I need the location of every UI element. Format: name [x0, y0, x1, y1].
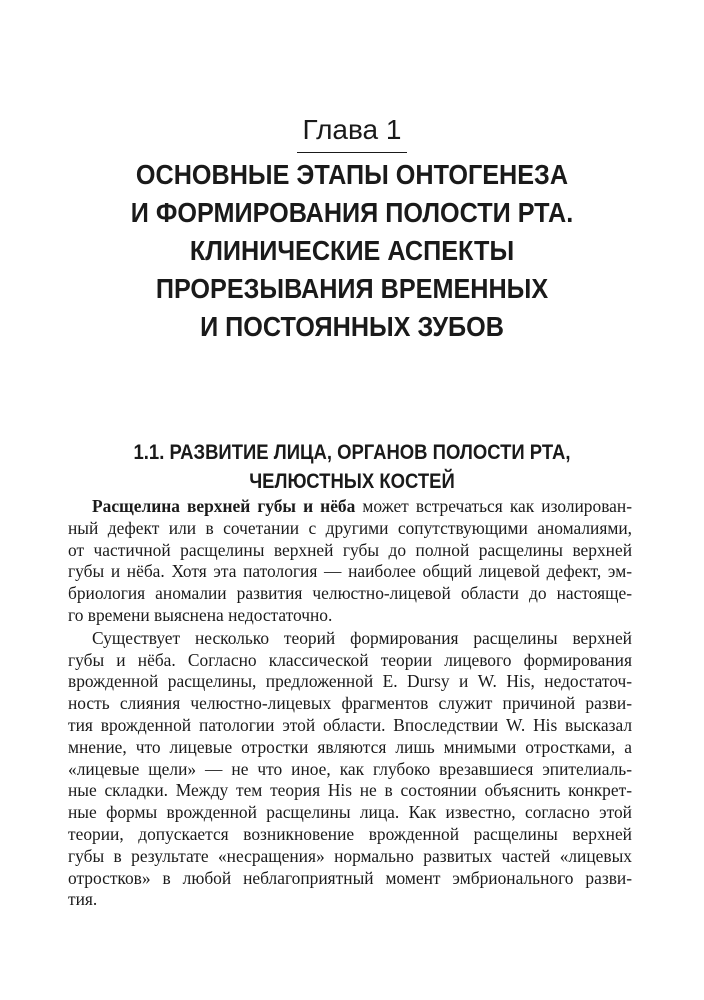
body-text: [68, 496, 632, 911]
chapter-title-line: ПРОРЕЗЫВАНИЯ ВРЕМЕННЫХ: [155, 273, 549, 304]
paragraph-line: врожденной расщелины, предложенной E. Dursy и W. His, недостаточ-: [68, 671, 632, 692]
paragraph-1: [68, 496, 632, 627]
paragraph-line: мнение, что лицевые отростки являются лишь мнимыми отростками, а: [68, 736, 632, 757]
paragraph-line: ные складки. Между тем теория His не в состоянии объяснить конкрет-: [68, 780, 632, 801]
paragraph-line: отростков» в любой неблагоприятный момент эмбрионального разви-: [68, 867, 632, 888]
paragraph-line: ный дефект или в сочетании с другими сопутствующими аномалиями,: [68, 517, 632, 538]
chapter-title-line: КЛИНИЧЕСКИЕ АСПЕКТЫ: [189, 235, 515, 266]
paragraph-line: теории, допускается возникновение врожденной расщелины верхней: [68, 823, 632, 844]
section-title-line: ЧЕЛЮСТНЫХ КОСТЕЙ: [249, 470, 455, 493]
chapter-title-line: И ПОСТОЯННЫХ ЗУБОВ: [200, 311, 504, 342]
chapter-label-text: Глава 1: [297, 112, 408, 153]
chapter-title-line: ОСНОВНЫЕ ЭТАПЫ ОНТОГЕНЕЗА: [135, 159, 569, 190]
paragraph-line: «лицевые щели» — не что иное, как глубоко врезавшиеся эпителиаль-: [68, 758, 632, 779]
paragraph-line: губы и нёба. Согласно классической теории лицевого формирования: [68, 649, 632, 670]
paragraph-line: губы и нёба. Хотя эта патология — наиболее общий лицевой дефект, эм-: [68, 561, 632, 582]
paragraph-line: Существует несколько теорий формирования расщелины верхней: [92, 627, 632, 648]
paragraph-line: губы в результате «несращения» нормально развитых частей «лицевых: [68, 845, 632, 866]
paragraph-line: от частичной расщелины верхней губы до полной расщелины верхней: [68, 539, 632, 560]
chapter-label: [0, 112, 704, 153]
paragraph-text: может встречаться как изолирован-: [355, 496, 632, 516]
paragraph-line: тия врожденной патологии этой области. Впоследствии W. His высказал: [68, 714, 632, 735]
section-title: [42, 438, 662, 496]
paragraph-line: тия.: [68, 889, 98, 910]
paragraph-line: ность слияния челюстно-лицевых фрагментов служит причиной разви-: [68, 693, 632, 714]
paragraph-2: [68, 627, 632, 911]
chapter-title: [35, 156, 669, 346]
chapter-title-line: И ФОРМИРОВАНИЯ ПОЛОСТИ РТА.: [130, 197, 574, 228]
section-title-line: 1.1. РАЗВИТИЕ ЛИЦА, ОРГАНОВ ПОЛОСТИ РТА,: [133, 441, 571, 464]
paragraph-line: бриология аномалии развития челюстно-лицевой области до настояще-: [68, 583, 632, 604]
paragraph-line: го времени выяснена недостаточно.: [68, 604, 333, 625]
paragraph-line: ные формы врожденной расщелины лица. Как известно, согласно этой: [68, 802, 632, 823]
paragraph-lead: Расщелина верхней губы и нёба: [92, 496, 356, 516]
paragraph-line: [92, 496, 632, 518]
